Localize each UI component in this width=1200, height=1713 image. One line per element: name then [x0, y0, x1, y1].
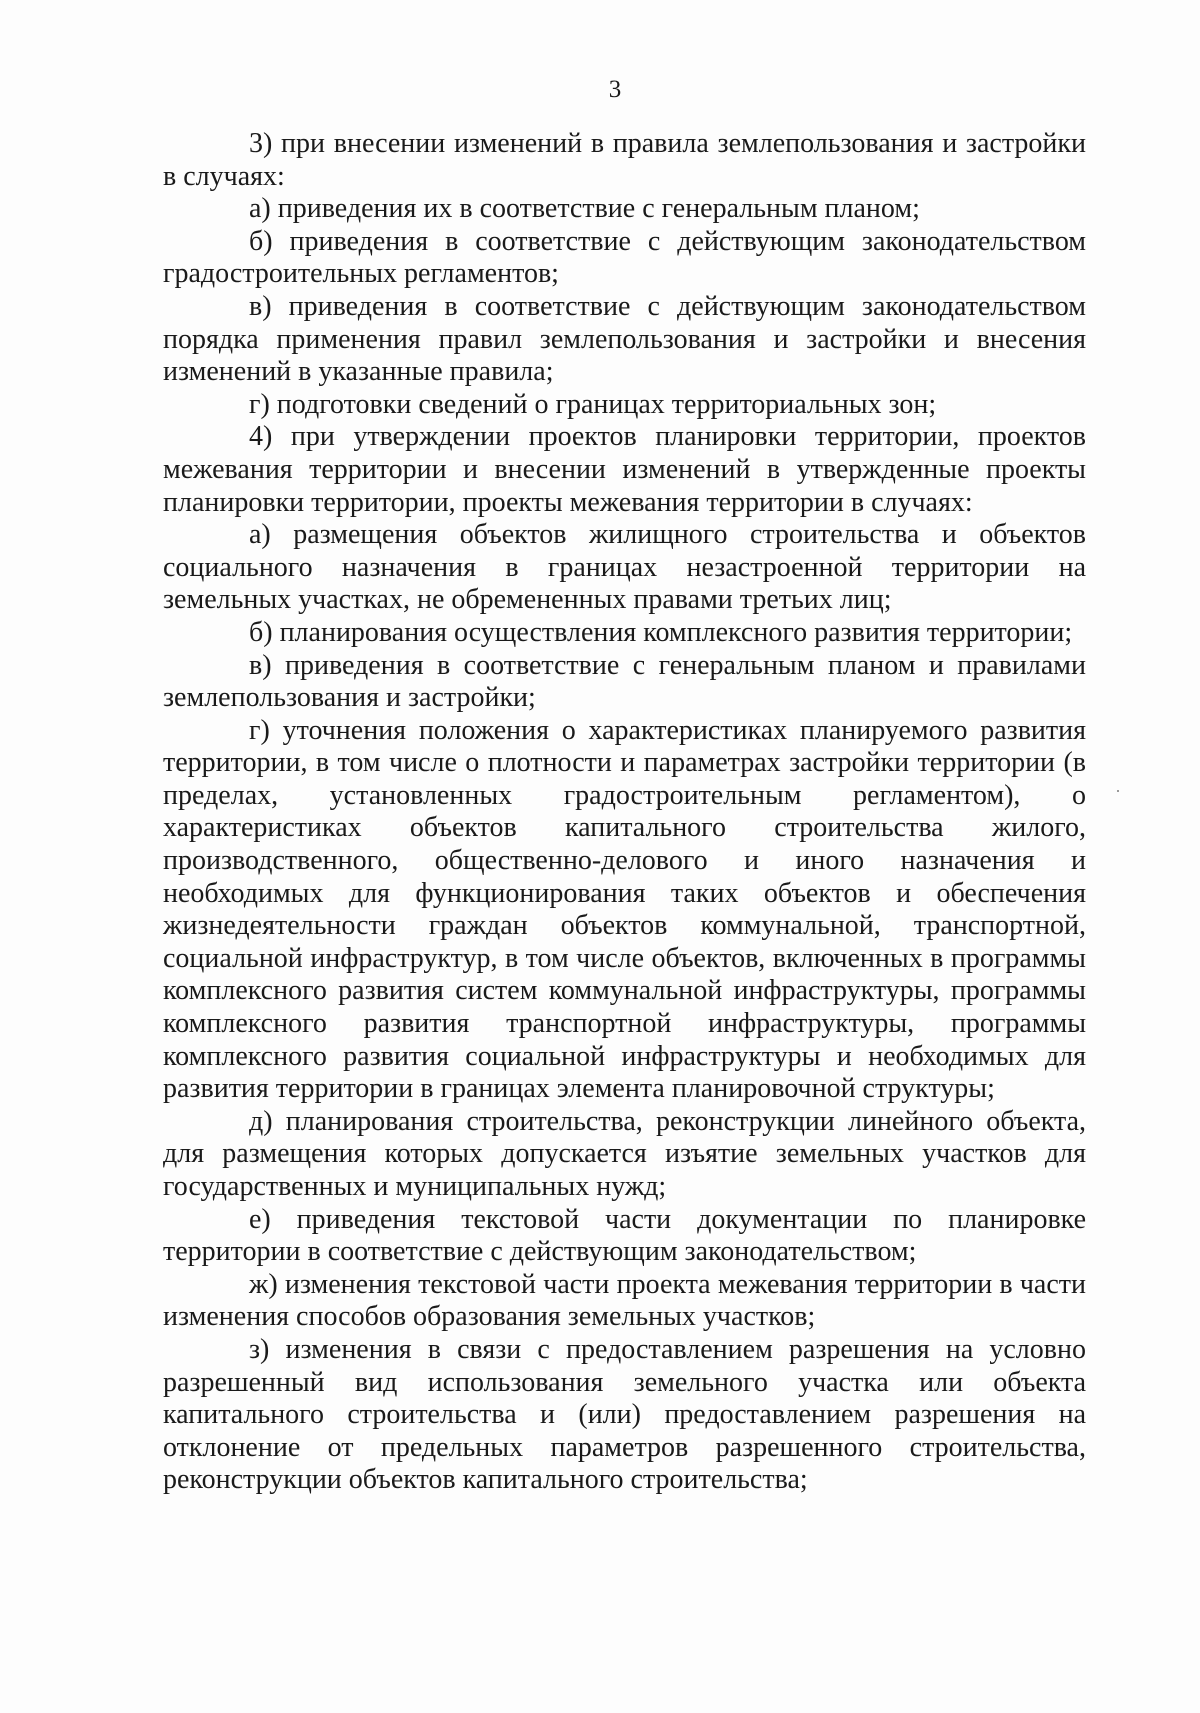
paragraph-subitem-4e: е) приведения текстовой части документации по планировке территории в соответствие с действующим законодательством;	[163, 1203, 1086, 1268]
document-body	[163, 128, 1086, 1497]
paragraph-item-4: 4) при утверждении проектов планировки территории, проектов межевания территории и внесении изменений в утвержденные проекты планировки территории, проекты межевания территории в случаях:	[163, 421, 1086, 518]
paragraph-subitem-4d: д) планирования строительства, реконструкции линейного объекта, для размещения которых допускается изъятие земельных участков для государственных и муниципальных нужд;	[163, 1105, 1086, 1202]
paragraph-subitem-3g: г) подготовки сведений о границах территориальных зон;	[249, 388, 937, 420]
paragraph-subitem-4v: в) приведения в соответствие с генеральным планом и правилами землепользования и застройки;	[163, 649, 1086, 714]
paragraph-subitem-4a: а) размещения объектов жилищного строительства и объектов социального назначения в границах незастроенной территории на земельных участках, не обремененных правами третьих лиц;	[163, 519, 1086, 616]
paragraph-subitem-3v: в) приведения в соответствие с действующим законодательством порядка применения правил землепользования и застройки и внесения изменений в указанные правила;	[163, 290, 1086, 388]
paragraph-subitem-4z: з) изменения в связи с предоставлением разрешения на условно разрешенный вид использования земельного участка или объекта капитального строительства и (или) предоставлением разрешения на отклонение от предельных параметров разрешенного строительства, реконструкции объектов капитального строительства;	[163, 1333, 1086, 1496]
scan-speck	[1117, 790, 1119, 792]
paragraph-subitem-3b: б) приведения в соответствие с действующим законодательством градостроительных регламентов;	[163, 225, 1086, 290]
paragraph-subitem-4b: б) планирования осуществления комплексного развития территории;	[249, 616, 1073, 648]
paragraph-subitem-4g: г) уточнения положения о характеристиках планируемого развития территории, в том числе о плотности и параметрах застройки территории (в пределах, установленных градостроительным регламентом), о характеристиках объектов капитального строительства жилого, производственного, общественно-делового и иного назначения и необходимых для функционирования таких объектов и обеспечения жизнедеятельности граждан объектов коммунальной, транспортной, социальной инфраструктур, в том числе объектов, включенных в программы комплексного развития систем коммунальной инфраструктуры, программы комплексного развития транспортной инфраструктуры, программы комплексного развития социальной инфраструктуры и необходимых для развития территории в границах элемента планировочной структуры;	[163, 714, 1086, 1105]
paragraph-subitem-4zh: ж) изменения текстовой части проекта межевания территории в части изменения способов образования земельных участков;	[163, 1268, 1086, 1333]
paragraph-subitem-3a: а) приведения их в соответствие с генеральным планом;	[249, 193, 920, 225]
paragraph-item-3: 3) при внесении изменений в правила землепользования и застройки в случаях:	[163, 128, 1086, 192]
page-number: 3	[608, 76, 622, 103]
